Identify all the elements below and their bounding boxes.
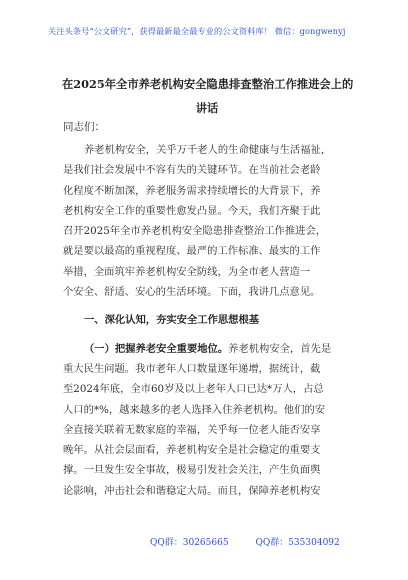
body-line: 重大民生问题。我市老年人口数量逐年递增，据统计，截 — [63, 362, 321, 375]
document-body — [63, 140, 355, 501]
body-line: 就是要以最高的重视程度、最严的工作标准、最实的工作 — [63, 245, 321, 258]
body-line: 至2024年底，全市60岁及以上老年人口已达*万人，占总 — [63, 383, 324, 396]
document-title — [62, 72, 352, 120]
body-line: 举措，全面筑牢养老机构安全防线，为全市老人营造一 — [63, 265, 311, 278]
salutation: 同志们： — [63, 121, 105, 133]
title-line-1: 在2025年全市养老机构安全隐患排查整治工作推进会上的 — [62, 77, 354, 91]
body-line: 人口的*%，越来越多的老人选择入住养老机构。他们的安 — [63, 403, 326, 416]
footer-banner — [150, 537, 340, 549]
section-heading: 一、深化认知，夯实安全工作思想根基 — [84, 314, 260, 327]
header-banner: 关注头条号“公文研究”，获得最新最全最专业的公文资料库！ 微信：gongwenyj — [48, 26, 346, 36]
footer-qq-group-1: QQ群：30265665 — [150, 538, 229, 548]
body-line: 老机构安全工作的重要性愈发凸显。今天，我们齐聚于此 — [63, 204, 321, 217]
footer-qq-group-2: QQ群：535304092 — [255, 538, 340, 548]
body-line: 召开2025年全市养老机构安全隐患排查整治工作推进会， — [63, 225, 327, 238]
subsection-first-line — [63, 339, 355, 359]
body-line: 养老机构安全，关乎万千老人的生命健康与生活福祉， — [84, 144, 332, 156]
title-line-2: 讲话 — [195, 101, 219, 115]
body-line: 撑。一旦发生安全事故，极易引发社会关注，产生负面舆 — [63, 464, 321, 477]
body-line: 是我们社会发展中不容有失的关键环节。在当前社会老龄 — [63, 164, 321, 177]
subsection-heading: （一）把握养老安全重要地位。 — [84, 342, 229, 355]
body-line: 论影响，冲击社会和谐稳定大局。而且，保障养老机构安 — [63, 484, 321, 497]
body-line: 晚年。从社会层面看，养老机构安全是社会稳定的重要支 — [63, 444, 321, 457]
subsection-text: 养老机构安全，首先是 — [228, 342, 332, 355]
body-line: 化程度不断加深，养老服务需求持续增长的大背景下，养 — [63, 184, 321, 197]
body-line: 个安全、舒适、安心的生活环境。下面，我讲几点意见。 — [63, 286, 321, 299]
body-line: 全直接关联着无数家庭的幸福，关乎每一位老人能否安享 — [63, 423, 321, 436]
